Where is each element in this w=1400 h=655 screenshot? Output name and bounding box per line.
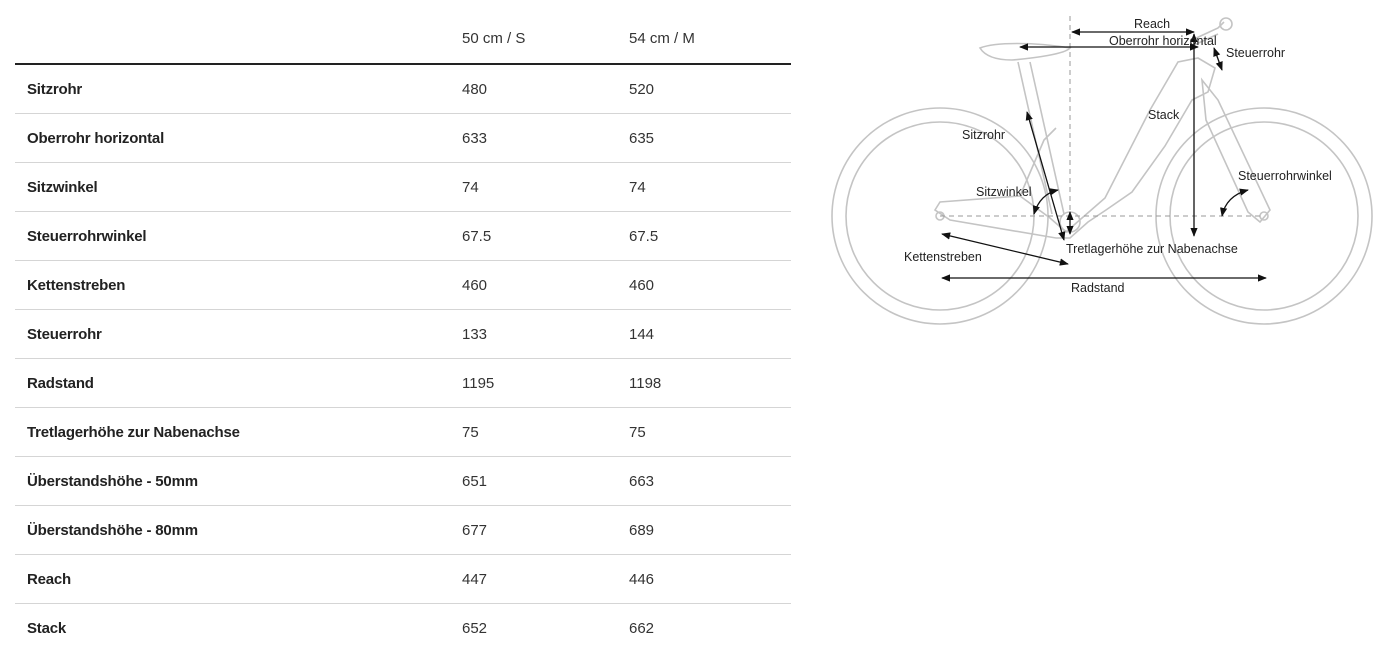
row-label: Sitzrohr [15,64,450,114]
table-header-row [15,14,791,64]
value-m: 635 [617,114,791,163]
value-s: 677 [450,506,617,555]
label-radstand: Radstand [1071,281,1125,295]
row-label: Reach [15,555,450,604]
table-row [15,359,791,408]
header-size-m: 54 cm / M [617,14,791,64]
value-m: 75 [617,408,791,457]
bike-geometry-diagram [820,0,1390,340]
value-s: 1195 [450,359,617,408]
label-stack: Stack [1148,108,1180,122]
label-sitzrohr: Sitzrohr [962,128,1006,142]
value-s: 447 [450,555,617,604]
value-m: 663 [617,457,791,506]
header-label-column [15,14,450,64]
row-label: Überstandshöhe - 80mm [15,506,450,555]
value-s: 460 [450,261,617,310]
value-s: 133 [450,310,617,359]
value-m: 662 [629,619,655,637]
header-size-s: 50 cm / S [450,14,617,64]
row-label: Steuerrohrwinkel [15,212,450,261]
table-row [15,604,791,653]
label-kettenstreben: Kettenstreben [904,250,982,264]
value-m: 446 [617,555,791,604]
row-label: Tretlagerhöhe zur Nabenachse [15,408,450,457]
saddle [980,44,1070,61]
label-reach: Reach [1134,17,1171,31]
geometry-table [15,14,791,652]
table-row [15,163,791,212]
value-m: 74 [617,163,791,212]
table-row [15,261,791,310]
value-m: 144 [617,310,791,359]
table-row [15,212,791,261]
row-label: Überstandshöhe - 50mm [15,457,450,506]
table-row [15,457,791,506]
value-s: 67.5 [450,212,617,261]
value-s: 652 [462,619,488,637]
label-oberrohr: Oberrohr horizontal [1109,34,1217,48]
table-row [15,555,791,604]
value-m: 67.5 [617,212,791,261]
value-s: 480 [450,64,617,114]
frame-outline [935,58,1215,238]
row-label: Radstand [15,359,450,408]
row-label: Sitzwinkel [15,163,450,212]
label-steuerrohrwinkel: Steuerrohrwinkel [1238,169,1332,183]
steuerrohr-arrow [1214,48,1222,70]
value-s: 651 [450,457,617,506]
value-m: 460 [617,261,791,310]
value-m: 1198 [617,359,791,408]
row-label: Oberrohr horizontal [15,114,450,163]
table-row [15,64,791,114]
row-label: Steuerrohr [15,310,450,359]
label-tretlager: Tretlagerhöhe zur Nabenachse [1066,242,1238,256]
row-label: Kettenstreben [15,261,450,310]
value-m: 689 [617,506,791,555]
table-row [15,408,791,457]
value-s: 74 [450,163,617,212]
value-m: 520 [617,64,791,114]
fork [1202,80,1270,222]
value-s: 633 [450,114,617,163]
table-row [15,114,791,163]
value-s: 75 [450,408,617,457]
label-steuerrohr: Steuerrohr [1226,46,1286,60]
table-row [15,310,791,359]
row-label: Stack [27,619,67,637]
label-sitzwinkel: Sitzwinkel [976,185,1032,199]
table-row [15,506,791,555]
